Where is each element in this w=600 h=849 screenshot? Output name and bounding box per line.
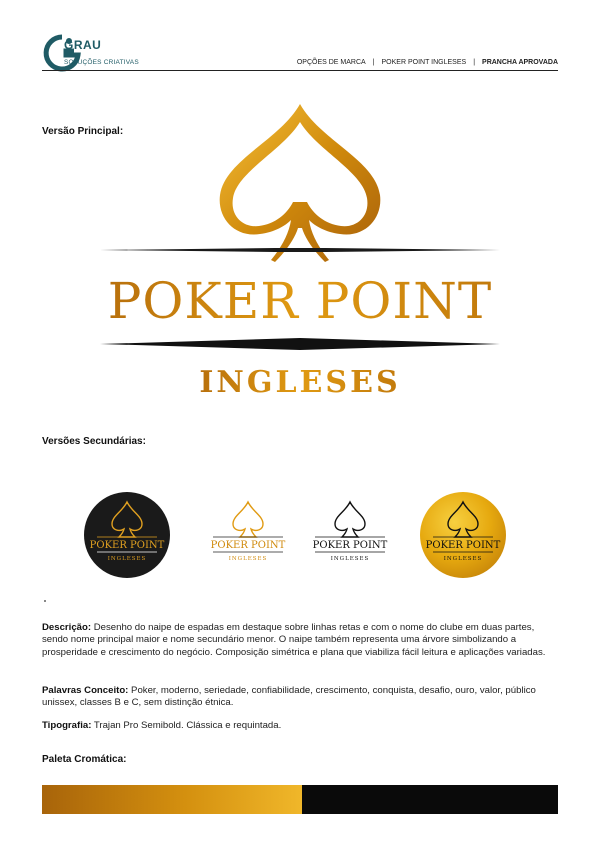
separator-dot xyxy=(44,600,46,602)
upper-line xyxy=(100,248,500,252)
description-text: Desenho do naipe de espadas em destaque sobre linhas retas e com o nome do clube em duas partes, sendo nome principal maior e nome secundário menor. O naipe também representa uma árvore simbolizando a prosperidade e crescimento do negócio. Composição simétrica e plana que viabiliza fácil leitura e aplicações variadas. xyxy=(42,622,546,658)
brand-tagline: SOLUÇÕES CRIATIVAS xyxy=(64,59,139,66)
secondary-versions-label: Versões Secundárias: xyxy=(42,436,146,447)
main-version-label: Versão Principal: xyxy=(42,126,124,137)
keywords-text: Poker, moderno, seriedade, confiabilidade, crescimento, conquista, desafio, ouro, valor, público unissex, classes B e C, sem distinção étnica. xyxy=(42,685,536,709)
logo-secondary-text: INGLESES xyxy=(107,556,147,562)
breadcrumb-separator: | xyxy=(372,59,375,66)
secondary-logo-black-circle xyxy=(72,480,182,590)
color-palette xyxy=(42,785,558,814)
lower-line xyxy=(100,338,500,350)
logo-secondary-text: INGLESES xyxy=(199,365,401,400)
secondary-logo-gold-circle xyxy=(408,480,518,590)
breadcrumb-separator: | xyxy=(473,59,476,66)
swatch-gold xyxy=(42,785,302,814)
spade-icon xyxy=(233,502,263,537)
logo-main-text: POKER POINT xyxy=(210,540,286,551)
brand-name: GRAU xyxy=(64,38,102,52)
logo-main-text: POKER POINT xyxy=(89,540,165,551)
logo-secondary-text: INGLESES xyxy=(228,556,268,562)
spade-icon xyxy=(220,104,381,262)
logo-main-text: POKER POINT xyxy=(312,540,388,551)
logo-secondary-text: INGLESES xyxy=(443,556,483,562)
secondary-logo-black-on-white xyxy=(295,480,405,590)
keywords-label: Palavras Conceito: xyxy=(42,685,129,696)
grau-logo-icon xyxy=(42,33,162,73)
typography-text: Trajan Pro Semibold. Clássica e requintada. xyxy=(91,720,282,731)
logo-secondary-text: INGLESES xyxy=(330,556,370,562)
typography-paragraph xyxy=(42,720,562,732)
spade-icon xyxy=(335,502,365,537)
breadcrumb xyxy=(297,59,558,66)
palette-label: Paleta Cromática: xyxy=(42,754,127,765)
logo-main-text: POKER POINT xyxy=(107,272,493,330)
description-paragraph xyxy=(42,622,562,659)
description-label: Descrição: xyxy=(42,622,92,633)
typography-label: Tipografia: xyxy=(42,720,92,731)
main-logo xyxy=(95,100,505,400)
breadcrumb-item-current: PRANCHA APROVADA xyxy=(482,59,558,66)
keywords-paragraph xyxy=(42,685,562,710)
breadcrumb-item: POKER POINT INGLESES xyxy=(381,59,467,66)
swatch-black xyxy=(302,785,558,814)
header-divider xyxy=(42,70,558,71)
breadcrumb-item: OPÇÕES DE MARCA xyxy=(296,59,366,66)
secondary-logo-gold-on-white xyxy=(193,480,303,590)
logo-main-text: POKER POINT xyxy=(425,540,501,551)
